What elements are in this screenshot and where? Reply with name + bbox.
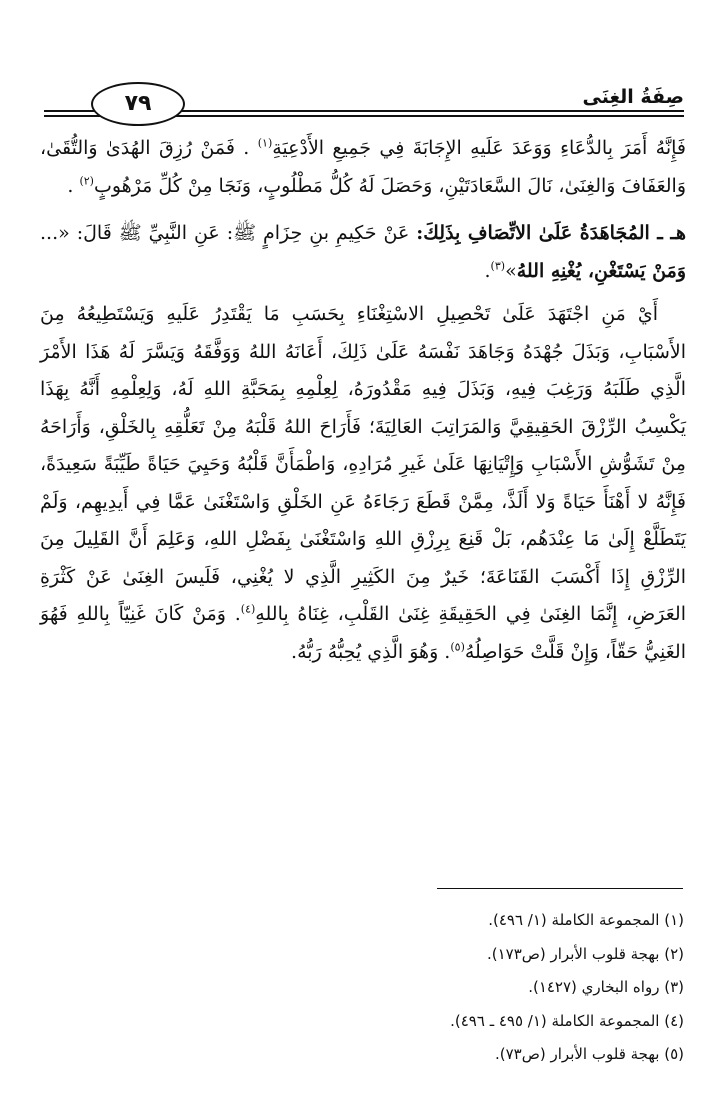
footnote: (٤) المجموعة الكاملة (١/ ٤٩٥ ـ ٤٩٦). xyxy=(450,1011,684,1030)
footnote-divider xyxy=(437,888,683,889)
section-paragraph: هـ ـ المُجَاهَدَةُ عَلَىٰ الاتِّصَافِ بِذَلِكَ: عَنْ حَكِيمِ بنِ حِزَامٍ ﷺ: عَنِ النَّبِيِّ ﷺ قَالَ: «... وَمَنْ يَسْتَغْنِ، يُغْنِهِ اللهُ»$^{(٣)}$. xyxy=(40,222,686,282)
hadith-text: وَمَنْ يَسْتَغْنِ، يُغْنِهِ اللهُ xyxy=(516,259,686,282)
footnote-ref: (٤) xyxy=(240,602,256,616)
footnote-ref: (٢) xyxy=(79,174,94,188)
page-number: ٧٩ xyxy=(91,82,185,126)
footnote: (٥) بهجة قلوب الأبرار (ص٧٣). xyxy=(495,1045,684,1063)
footnote: (١) المجموعة الكاملة (١/ ٤٩٦). xyxy=(488,911,684,929)
main-text xyxy=(40,130,686,671)
footnote-ref: (٣) xyxy=(490,259,506,273)
running-header xyxy=(44,82,684,122)
footnote-ref: (١) xyxy=(257,136,273,150)
footnote: (٢) بهجة قلوب الأبرار (ص١٧٣). xyxy=(486,944,684,963)
running-title: صِفَةُ الغِنَى xyxy=(582,86,684,108)
section-heading: هـ ـ المُجَاهَدَةُ عَلَىٰ الاتِّصَافِ بِذَلِكَ: xyxy=(416,222,686,244)
footnotes xyxy=(64,904,684,1072)
paragraph: فَإِنَّهُ أَمَرَ بِالدُّعَاءِ وَوَعَدَ عَلَيهِ الإِجَابَةَ فِي جَمِيعِ الأَدْعِيَةِ$^{(١)}$ . فَمَنْ رُزِقَ الهُدَىٰ وَالتُّقَىٰ، وَالعَفَافَ وَالغِنَىٰ، نَالَ السَّعَادَتَيْنِ، وَحَصَلَ لَهُ كُلُّ مَطْلُوبٍ، وَنَجَا مِنْ كُلِّ مَرْهُوبٍ$^{(٢)}$ . xyxy=(40,136,686,197)
paragraph: أَيْ مَنِ اجْتَهَدَ عَلَىٰ تَحْصِيلِ الاسْتِغْنَاءِ بِحَسَبِ مَا يَقْتَدِرُ عَلَيهِ وَيَسْتَطِيعُهُ مِنَ الأَسْبَابِ، وَبَذَلَ جُهْدَهُ وَجَاهَدَ نَفْسَهُ عَلَىٰ ذَلِكَ، أَعَانَهُ اللهُ وَوَفَّقَهُ وَيَسَّرَ لَهُ هَذَا الأَمْرَ الَّذِي طَلَبَهُ وَرَغِبَ فِيهِ، وَبَذَلَ فِيهِ مَقْدُورَهُ، لِعِلْمِهِ بِمَحَبَّةِ اللهِ لَهُ، وَلِعِلْمِهِ أَنَّهُ بِهَذَا يَكْسِبُ الرِّزْقَ الحَقِيقِيَّ وَالمَرَاتِبَ العَالِيَةَ؛ فَأَرَاحَ اللهُ قَلْبَهُ مِنْ تَعَلُّقِهِ بِالخَلْقِ، وَأَرَاحَهُ مِنْ تَشَوُّشِ الأَسْبَابِ وَإِتْيَانِهَا عَلَىٰ غَيرِ مُرَادِهِ، وَاطْمَأَنَّ قَلْبُهُ وَحَيِيَ حَيَاةً طَيِّبَةً سَعِيدَةً، فَإِنَّهُ لا أَهْنَأَ حَيَاةً وَلا أَلَذَّ، مِمَّنْ قَطَعَ رَجَاءَهُ عَنِ الخَلْقِ وَاسْتَغْنَىٰ عَمَّا فِي أَيدِيهِم، وَلَمْ يَتَطَلَّعْ إِلَىٰ مَا عِنْدَهُم، بَلْ قَنِعَ بِرِزْقِ اللهِ وَاسْتَغْنَىٰ بِفَضْلِ اللهِ، وَعَلِمَ أَنَّ القَلِيلَ مِنَ الرِّزْقِ إِذَا أَكْسَبَ القَنَاعَةَ؛ خَيرٌ مِنَ الكَثِيرِ الَّذِي لا يُغْنِي، فَلَيسَ الغِنَىٰ عَنْ كَثْرَةِ العَرَضِ، إِنَّمَا الغِنَىٰ فِي الحَقِيقَةِ غِنَىٰ القَلْبِ، غِنَاهُ بِاللهِ$^{(٤)}$. وَمَنْ كَانَ غَنِيّاً بِاللهِ فَهُوَ الغَنِيُّ حَقّاً، وَإِنْ قَلَّتْ حَوَاصِلُهُ$^{(٥)}$. وَهُوَ الَّذِي يُحِبُّهُ رَبُّهُ. xyxy=(40,303,686,663)
footnote-ref: (٥) xyxy=(450,640,465,654)
footnote: (٣) رواه البخاري (١٤٢٧). xyxy=(528,978,684,996)
